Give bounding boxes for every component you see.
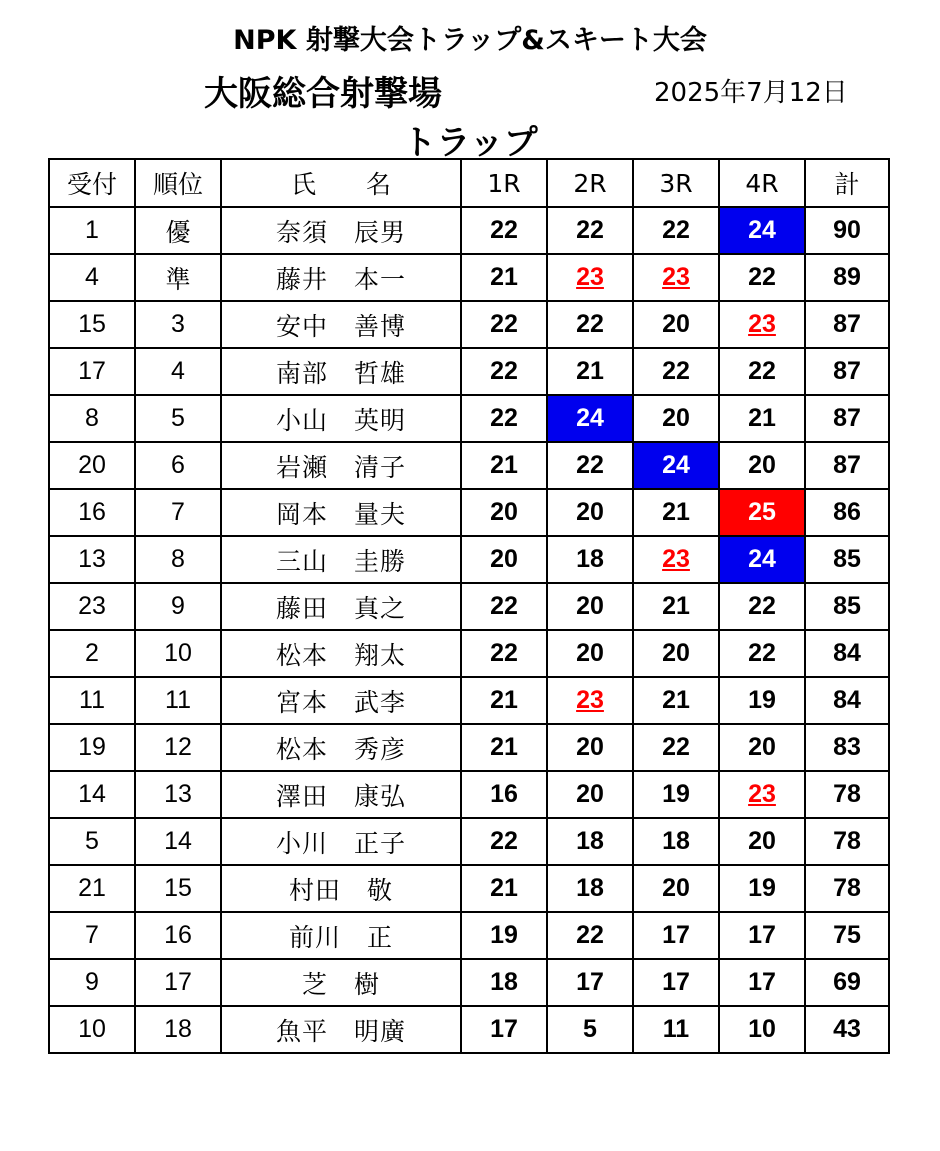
name-cell: 松本 秀彦 <box>221 724 461 771</box>
name-cell: 藤田 真之 <box>221 583 461 630</box>
round4-score <box>719 771 805 818</box>
rank-cell: 11 <box>135 677 221 724</box>
round1-score: 21 <box>461 865 547 912</box>
total-score: 43 <box>805 1006 889 1053</box>
reg-cell: 23 <box>49 583 135 630</box>
reg-cell: 5 <box>49 818 135 865</box>
reg-cell: 19 <box>49 724 135 771</box>
table-row <box>49 254 889 301</box>
rank-cell: 優 <box>135 207 221 254</box>
rank-cell: 16 <box>135 912 221 959</box>
reg-cell: 15 <box>49 301 135 348</box>
round1-score: 21 <box>461 724 547 771</box>
round2-score <box>547 677 633 724</box>
round2-score: 22 <box>547 207 633 254</box>
round2-score: 24 <box>547 395 633 442</box>
discipline-title: トラップ <box>402 123 538 163</box>
round3-score <box>633 254 719 301</box>
total-score: 87 <box>805 442 889 489</box>
round3-score: 21 <box>633 677 719 724</box>
table-row <box>49 301 889 348</box>
column-header-2r: 2R <box>547 159 633 207</box>
round1-score: 21 <box>461 254 547 301</box>
round1-score: 21 <box>461 677 547 724</box>
total-score: 87 <box>805 395 889 442</box>
round4-score: 10 <box>719 1006 805 1053</box>
rank-cell: 7 <box>135 489 221 536</box>
round1-score: 22 <box>461 348 547 395</box>
round3-score: 20 <box>633 630 719 677</box>
round2-score: 18 <box>547 818 633 865</box>
column-header-reg: 受付 <box>49 159 135 207</box>
total-score: 89 <box>805 254 889 301</box>
round1-score: 20 <box>461 536 547 583</box>
round4-score: 20 <box>719 724 805 771</box>
column-header-1r: 1R <box>461 159 547 207</box>
name-cell: 魚平 明廣 <box>221 1006 461 1053</box>
round2-score: 18 <box>547 536 633 583</box>
round2-score: 22 <box>547 301 633 348</box>
round2-score: 20 <box>547 724 633 771</box>
name-cell: 三山 圭勝 <box>221 536 461 583</box>
name-cell: 奈須 辰男 <box>221 207 461 254</box>
rank-cell: 13 <box>135 771 221 818</box>
highlighted-score: 23 <box>662 545 690 573</box>
name-cell: 前川 正 <box>221 912 461 959</box>
total-score: 75 <box>805 912 889 959</box>
round2-score <box>547 254 633 301</box>
round4-score: 17 <box>719 912 805 959</box>
table-row <box>49 442 889 489</box>
round2-score: 20 <box>547 583 633 630</box>
rank-cell: 12 <box>135 724 221 771</box>
total-score: 84 <box>805 630 889 677</box>
round1-score: 18 <box>461 959 547 1006</box>
rank-cell: 9 <box>135 583 221 630</box>
reg-cell: 14 <box>49 771 135 818</box>
round3-score: 20 <box>633 865 719 912</box>
column-header-4r: 4R <box>719 159 805 207</box>
reg-cell: 10 <box>49 1006 135 1053</box>
table-row <box>49 771 889 818</box>
round4-score: 24 <box>719 536 805 583</box>
round4-score: 22 <box>719 254 805 301</box>
round2-score: 17 <box>547 959 633 1006</box>
highlighted-score: 23 <box>576 686 604 714</box>
table-row <box>49 583 889 630</box>
event-title: NPK 射撃大会トラップ&スキート大会 <box>233 25 707 56</box>
total-score: 90 <box>805 207 889 254</box>
round3-score: 22 <box>633 724 719 771</box>
round3-score: 22 <box>633 348 719 395</box>
round3-score: 11 <box>633 1006 719 1053</box>
round4-score: 17 <box>719 959 805 1006</box>
total-score: 87 <box>805 301 889 348</box>
total-score: 84 <box>805 677 889 724</box>
reg-cell: 2 <box>49 630 135 677</box>
table-row <box>49 959 889 1006</box>
round4-score: 25 <box>719 489 805 536</box>
round3-score: 22 <box>633 207 719 254</box>
round1-score: 17 <box>461 1006 547 1053</box>
total-score: 83 <box>805 724 889 771</box>
round3-score: 19 <box>633 771 719 818</box>
round1-score: 22 <box>461 395 547 442</box>
round2-score: 20 <box>547 771 633 818</box>
reg-cell: 17 <box>49 348 135 395</box>
name-cell: 岩瀬 清子 <box>221 442 461 489</box>
table-row <box>49 677 889 724</box>
table-row <box>49 1006 889 1053</box>
round4-score: 22 <box>719 583 805 630</box>
round4-score: 19 <box>719 677 805 724</box>
reg-cell: 21 <box>49 865 135 912</box>
round2-score: 5 <box>547 1006 633 1053</box>
column-header-rank: 順位 <box>135 159 221 207</box>
column-header-total: 計 <box>805 159 889 207</box>
round3-score: 17 <box>633 912 719 959</box>
table-row <box>49 630 889 677</box>
total-score: 78 <box>805 865 889 912</box>
round3-score: 21 <box>633 583 719 630</box>
table-row <box>49 912 889 959</box>
total-score: 85 <box>805 583 889 630</box>
name-cell: 岡本 量夫 <box>221 489 461 536</box>
name-cell: 村田 敬 <box>221 865 461 912</box>
reg-cell: 20 <box>49 442 135 489</box>
name-cell: 安中 善博 <box>221 301 461 348</box>
rank-cell: 8 <box>135 536 221 583</box>
rank-cell: 3 <box>135 301 221 348</box>
table-row <box>49 348 889 395</box>
round2-score: 20 <box>547 630 633 677</box>
table-row <box>49 818 889 865</box>
total-score: 85 <box>805 536 889 583</box>
reg-cell: 8 <box>49 395 135 442</box>
venue-title: 大阪総合射撃場 <box>204 74 442 114</box>
rank-cell: 10 <box>135 630 221 677</box>
round1-score: 16 <box>461 771 547 818</box>
total-score: 78 <box>805 771 889 818</box>
reg-cell: 4 <box>49 254 135 301</box>
round1-score: 22 <box>461 583 547 630</box>
reg-cell: 1 <box>49 207 135 254</box>
highlighted-score: 23 <box>662 263 690 291</box>
round3-score: 21 <box>633 489 719 536</box>
table-row <box>49 395 889 442</box>
results-body <box>49 207 889 1053</box>
round2-score: 22 <box>547 912 633 959</box>
round1-score: 20 <box>461 489 547 536</box>
round2-score: 18 <box>547 865 633 912</box>
table-row <box>49 489 889 536</box>
name-cell: 南部 哲雄 <box>221 348 461 395</box>
round1-score: 22 <box>461 301 547 348</box>
rank-cell: 5 <box>135 395 221 442</box>
name-cell: 小山 英明 <box>221 395 461 442</box>
round4-score: 21 <box>719 395 805 442</box>
rank-cell: 準 <box>135 254 221 301</box>
reg-cell: 16 <box>49 489 135 536</box>
reg-cell: 7 <box>49 912 135 959</box>
column-header-3r: 3R <box>633 159 719 207</box>
round1-score: 19 <box>461 912 547 959</box>
round4-score: 24 <box>719 207 805 254</box>
reg-cell: 13 <box>49 536 135 583</box>
round4-score: 20 <box>719 818 805 865</box>
name-cell: 藤井 本一 <box>221 254 461 301</box>
round1-score: 22 <box>461 818 547 865</box>
round1-score: 22 <box>461 630 547 677</box>
highlighted-score: 23 <box>576 263 604 291</box>
round1-score: 22 <box>461 207 547 254</box>
highlighted-score: 23 <box>748 780 776 808</box>
round2-score: 21 <box>547 348 633 395</box>
round4-score: 22 <box>719 348 805 395</box>
rank-cell: 4 <box>135 348 221 395</box>
total-score: 87 <box>805 348 889 395</box>
round3-score: 20 <box>633 395 719 442</box>
table-row <box>49 207 889 254</box>
round2-score: 20 <box>547 489 633 536</box>
round1-score: 21 <box>461 442 547 489</box>
reg-cell: 11 <box>49 677 135 724</box>
reg-cell: 9 <box>49 959 135 1006</box>
header-row <box>49 159 889 207</box>
name-cell: 宮本 武李 <box>221 677 461 724</box>
total-score: 69 <box>805 959 889 1006</box>
round3-score: 18 <box>633 818 719 865</box>
total-score: 78 <box>805 818 889 865</box>
rank-cell: 15 <box>135 865 221 912</box>
round4-score: 22 <box>719 630 805 677</box>
rank-cell: 17 <box>135 959 221 1006</box>
column-header-name: 氏 名 <box>221 159 461 207</box>
table-row <box>49 724 889 771</box>
table-row <box>49 536 889 583</box>
round3-score: 24 <box>633 442 719 489</box>
rank-cell: 18 <box>135 1006 221 1053</box>
round3-score <box>633 536 719 583</box>
round3-score: 20 <box>633 301 719 348</box>
name-cell: 澤田 康弘 <box>221 771 461 818</box>
highlighted-score: 23 <box>748 310 776 338</box>
name-cell: 松本 翔太 <box>221 630 461 677</box>
round3-score: 17 <box>633 959 719 1006</box>
round2-score: 22 <box>547 442 633 489</box>
name-cell: 小川 正子 <box>221 818 461 865</box>
rank-cell: 6 <box>135 442 221 489</box>
event-date: 2025年7月12日 <box>654 78 848 108</box>
total-score: 86 <box>805 489 889 536</box>
round4-score: 19 <box>719 865 805 912</box>
round4-score <box>719 301 805 348</box>
rank-cell: 14 <box>135 818 221 865</box>
name-cell: 芝 樹 <box>221 959 461 1006</box>
round4-score: 20 <box>719 442 805 489</box>
table-row <box>49 865 889 912</box>
results-table <box>48 158 890 1054</box>
